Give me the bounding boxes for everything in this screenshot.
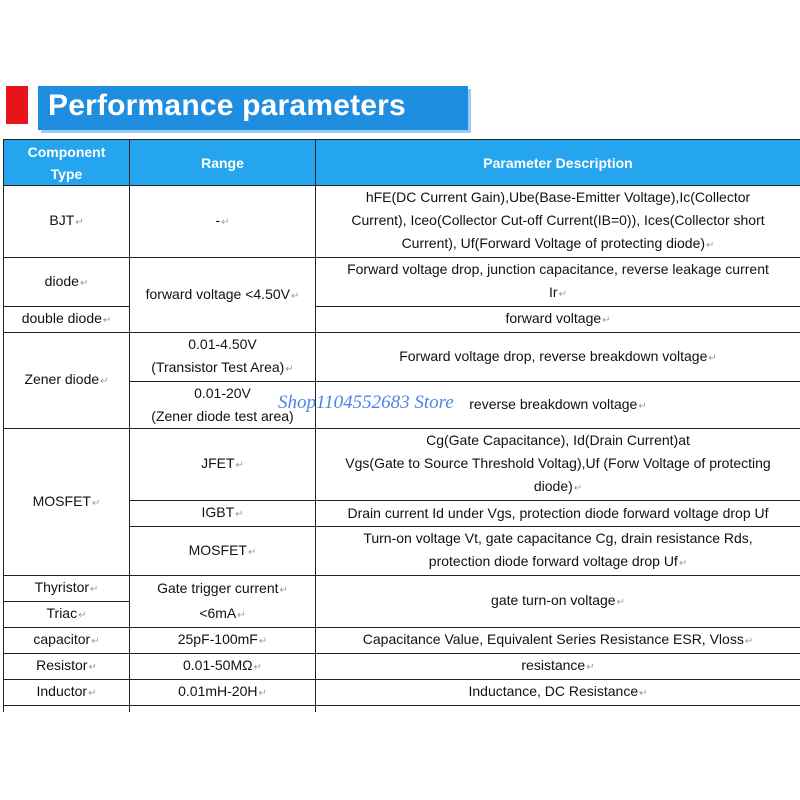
cell-range: -↵ — [130, 186, 316, 258]
cell-description: Cg(Gate Capacitance), Id(Drain Current)at Vgs(Gate to Source Threshold Voltag),Uf (Forw Voltage of protecting diode)↵ — [316, 429, 800, 501]
header-description: Parameter Description — [316, 140, 800, 186]
cell-description: resistance↵ — [316, 654, 800, 680]
header-range: Range — [130, 140, 316, 186]
cell-description: Turn-on voltage Vt, gate capacitance Cg, drain resistance Rds, protection diode forward voltage drop Uf↵ — [316, 527, 800, 576]
cell-type: BJT↵ — [4, 186, 130, 258]
cell-range: MOSFET↵ — [130, 527, 316, 576]
header-component-type: Component Type — [4, 140, 130, 186]
cell-range: forward voltage <4.50V↵ — [130, 258, 316, 333]
table-header-row — [4, 140, 800, 186]
table-row-capacitor — [4, 628, 800, 654]
section-banner — [0, 86, 800, 130]
cell-range: 0.01-4.50V (Transistor Test Area)↵ — [130, 333, 316, 382]
cell-description: reverse breakdown voltage↵ — [316, 382, 800, 429]
cell-description: hFE(DC Current Gain),Ube(Base-Emitter Voltage),Ic(Collector Current), Iceo(Collector Cut-off Current(IB=0)), Ices(Collector short Current), Uf(Forward Voltage of protecting diode)↵ — [316, 186, 800, 258]
title-box — [38, 86, 468, 130]
cell-type: Triac↵ — [4, 602, 130, 628]
cell-range: 25pF-100mF↵ — [130, 628, 316, 654]
cell-range: 0.01mH-20H↵ — [130, 680, 316, 706]
parameters-table — [3, 139, 800, 732]
cell-type: Thyristor↵ — [4, 576, 130, 602]
cell-range: Gate trigger current↵ <6mA↵ — [130, 576, 316, 628]
cell-description: Inductance, DC Resistance↵ — [316, 680, 800, 706]
cell-range: JFET↵ — [130, 429, 316, 501]
cell-range: IGBT↵ — [130, 501, 316, 527]
bottom-whitespace — [0, 712, 800, 800]
table-row-zener — [4, 333, 800, 382]
cell-type: Resistor↵ — [4, 654, 130, 680]
cell-type: Zener diode↵ — [4, 333, 130, 429]
table-row-resistor — [4, 654, 800, 680]
cell-description: gate turn-on voltage↵ — [316, 576, 800, 628]
table-row-inductor — [4, 680, 800, 706]
table-row-bjt — [4, 186, 800, 258]
cell-type: Inductor↵ — [4, 680, 130, 706]
cell-type: MOSFET↵ — [4, 429, 130, 576]
cell-description: Forward voltage drop, reverse breakdown voltage↵ — [316, 333, 800, 382]
cell-description: Capacitance Value, Equivalent Series Resistance ESR, Vloss↵ — [316, 628, 800, 654]
page-title: Performance parameters — [48, 89, 406, 122]
table-row-double-diode — [4, 307, 800, 333]
accent-bar — [6, 86, 28, 124]
table-row-diode — [4, 258, 800, 307]
cell-description: forward voltage↵ — [316, 307, 800, 333]
cell-description: Forward voltage drop, junction capacitance, reverse leakage current Ir↵ — [316, 258, 800, 307]
cell-type: double diode↵ — [4, 307, 130, 333]
store-watermark: Shop1104552683 Store — [278, 392, 454, 413]
cell-range: 0.01-50MΩ↵ — [130, 654, 316, 680]
table-row-mosfet-jfet — [4, 429, 800, 501]
cell-type: capacitor↵ — [4, 628, 130, 654]
cell-type: diode↵ — [4, 258, 130, 307]
cell-range: 0.01-20V (Zener diode test area) — [130, 382, 316, 429]
table-row-thyristor — [4, 576, 800, 602]
cell-description: Drain current Id under Vgs, protection diode forward voltage drop Uf — [316, 501, 800, 527]
